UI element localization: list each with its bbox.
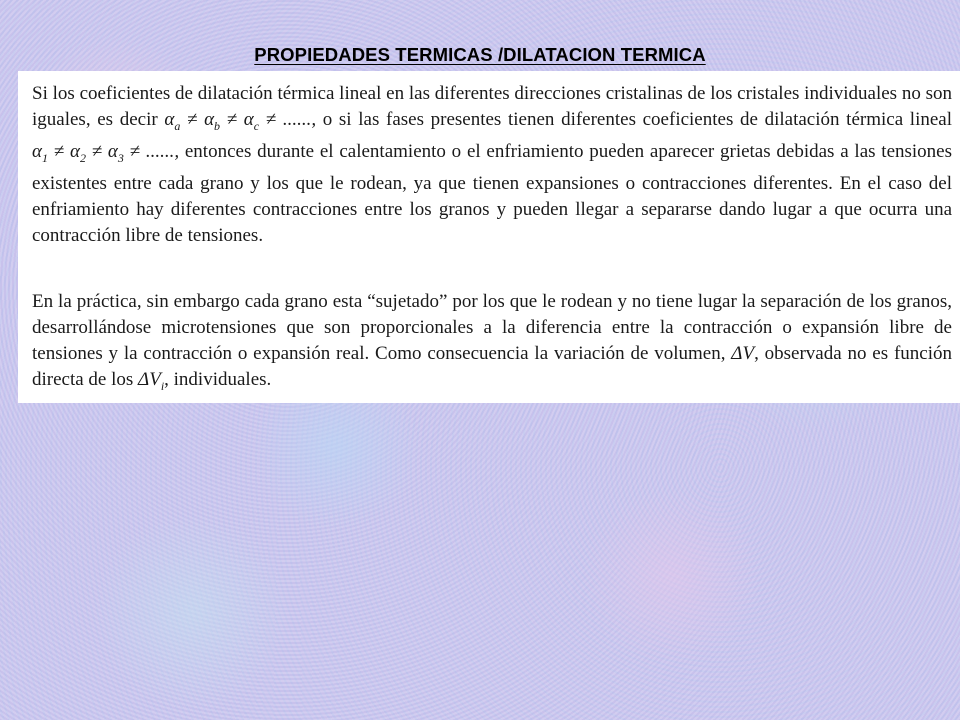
text-panel [18,71,960,403]
p2-math-delta-v: ΔV [731,343,755,364]
p1-math-alpha-abc: $\alpha_a \ne \alpha_b \ne \alpha_c$ ≠ ......, [164,109,317,133]
p2-text-1: En la práctica, sin embargo cada grano esta “sujetado” por los que le rodean y no tiene lugar la separación de los granos, desarrollándose microtensiones que son proporcionales a la diferencia entre la contracción o expansión libre de tensiones y la contracción o expansión real. Como consecuencia la variación de volumen, [32,291,952,364]
paragraph-2 [32,289,952,399]
p1-text-3: entonces durante el calentamiento o el enfriamiento pueden aparecer grietas debidas a las tensiones existentes entre cada grano y los que le rodean, ya que tienen expansiones o contracciones diferentes. En el caso del enfriamiento hay diferentes contracciones entre los granos y pueden llegar a separarse dando lugar a que ocurra una contracción libre de tensiones. [32,140,953,246]
slide-title: PROPIEDADES TERMICAS /DILATACION TERMICA [254,44,706,65]
p1-text-1: Si los coeficientes de dilatación térmica lineal en las diferentes direcciones cristalinas de los cristales individuales no son iguales, es decir [32,83,952,130]
p1-math-alpha-123: $\alpha_1 \ne \alpha_2 \ne \alpha_3$ ≠ ......, [32,140,180,165]
paragraph-1 [32,81,952,249]
p2-text-3: , individuales. [164,369,272,390]
p2-text-2: , observada no es función directa de los [32,343,952,390]
p2-math-delta-vi: $\Delta V_i$ [138,369,165,393]
p1-text-2: o si las fases presentes tienen diferentes coeficientes de dilatación térmica lineal [316,109,952,130]
